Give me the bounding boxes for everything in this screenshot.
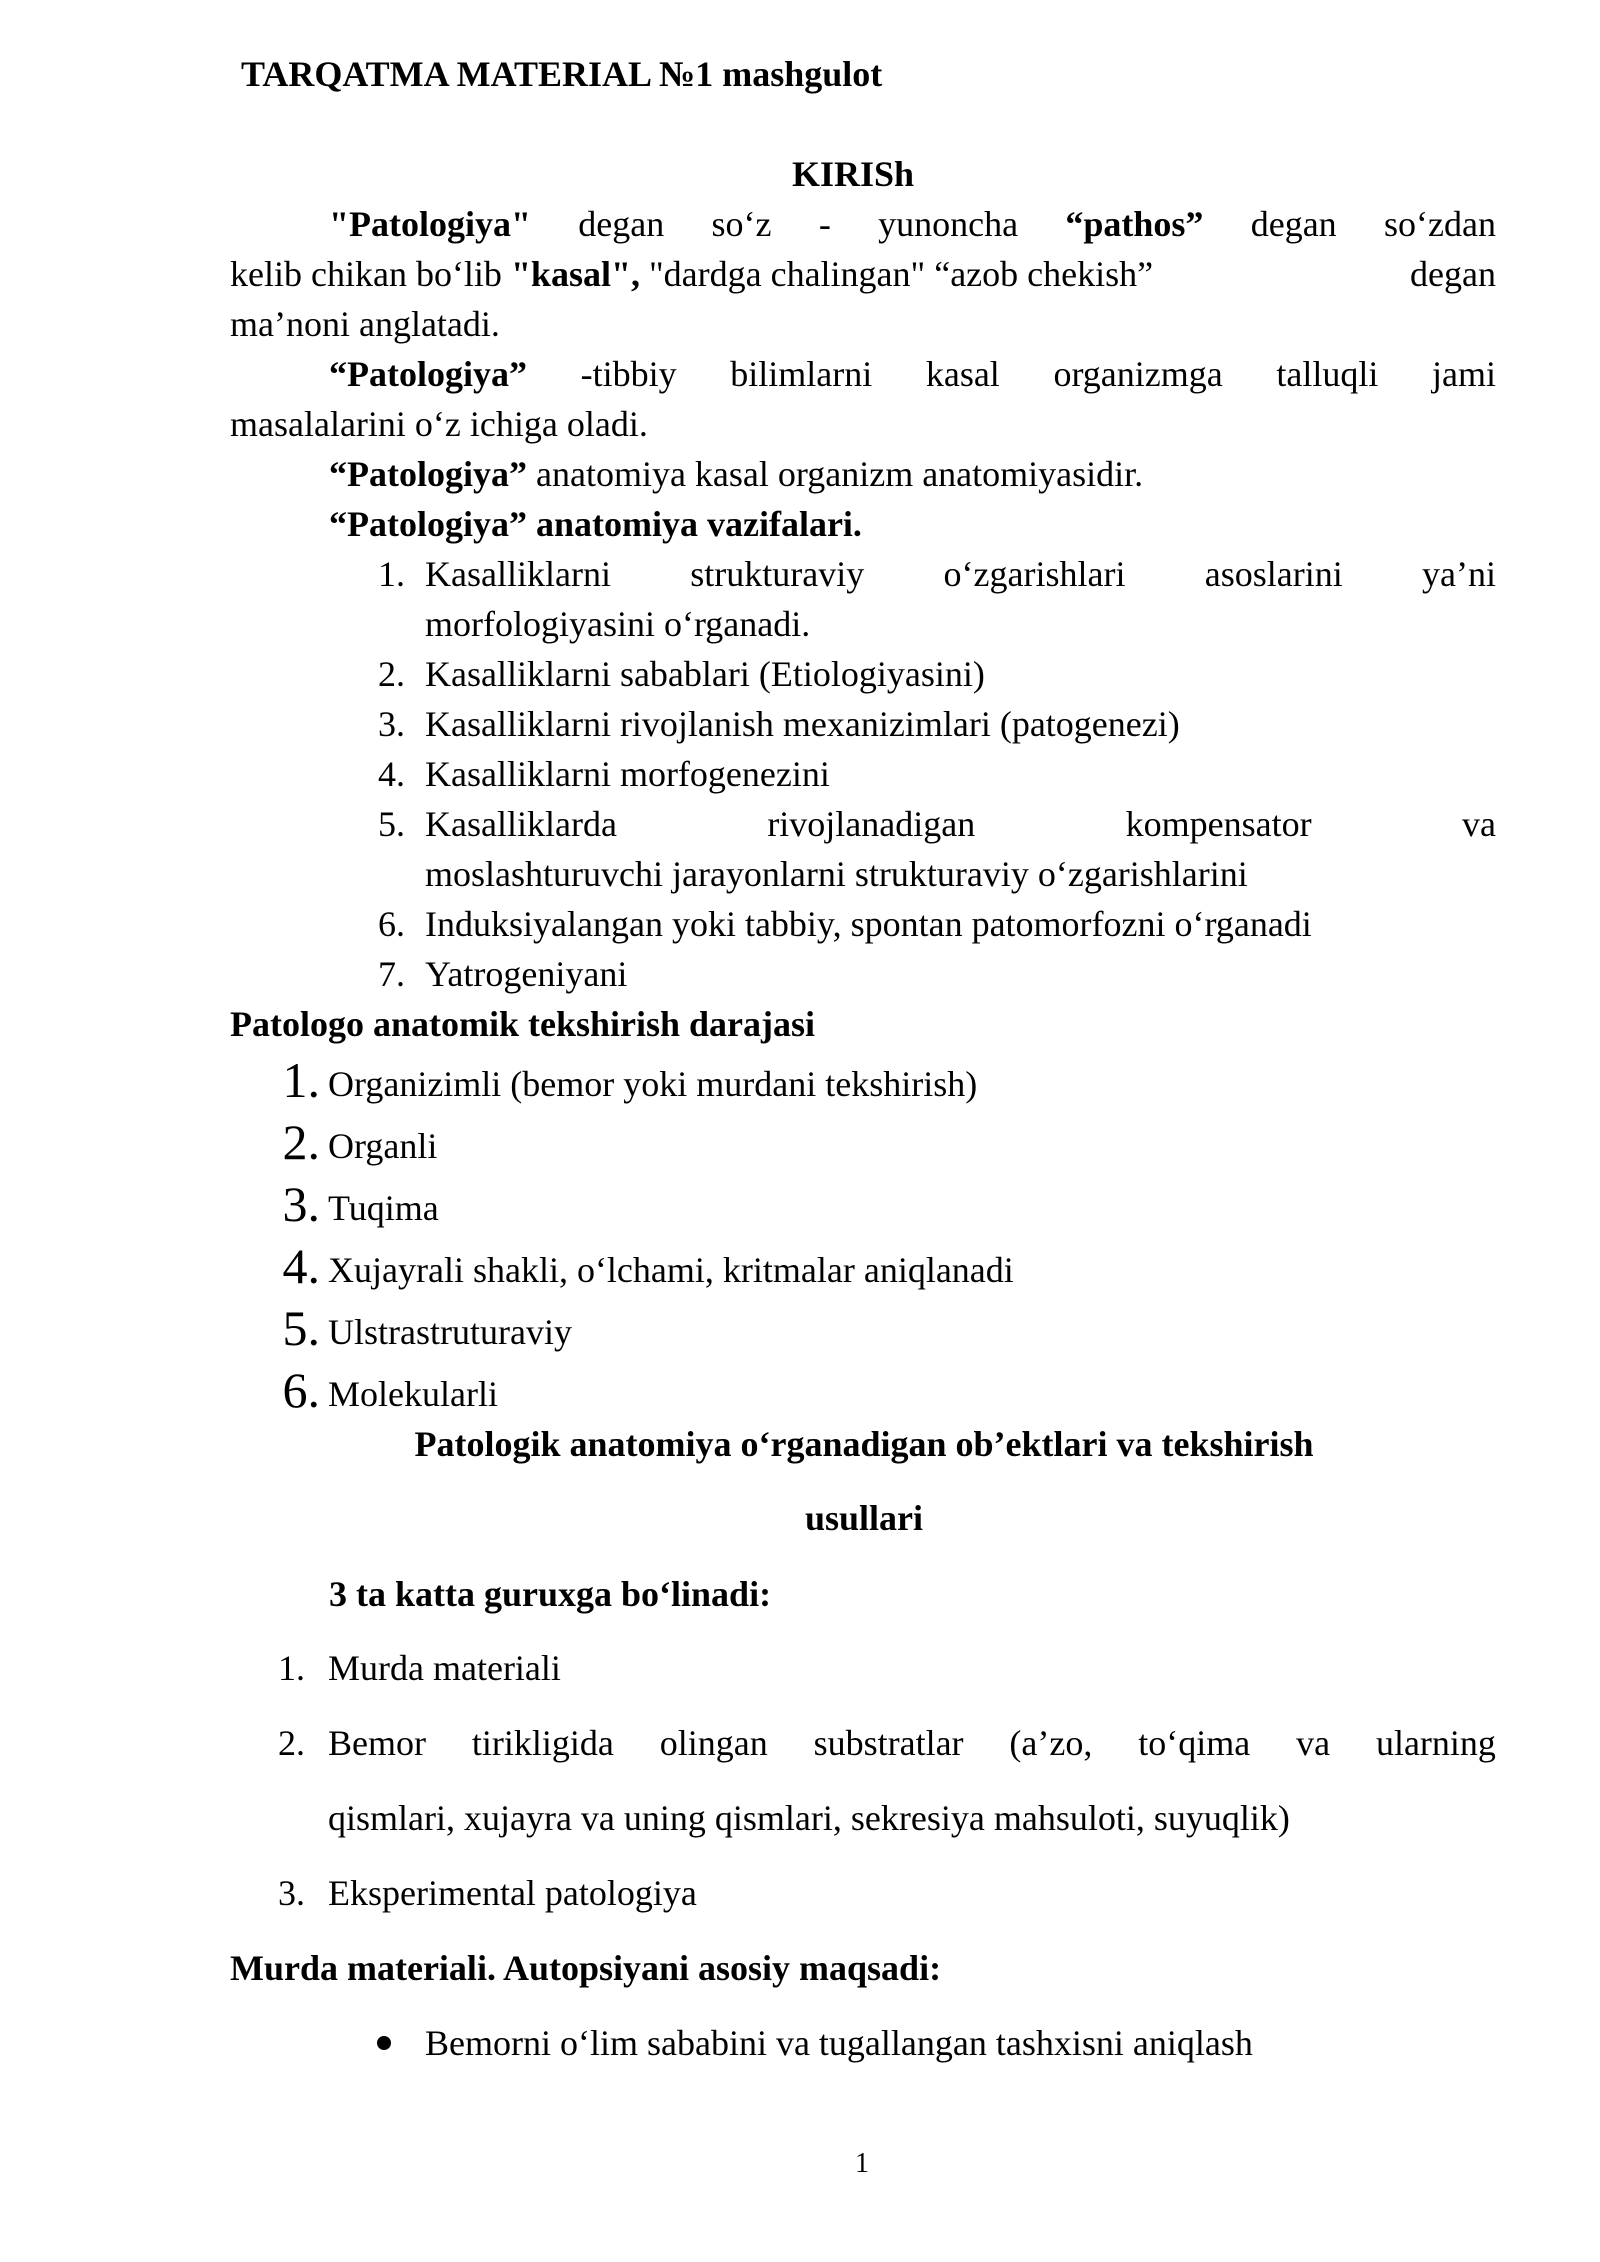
list-number: 2. [378,654,405,694]
intro-p1-line3: ma’noni anglatadi. [230,304,500,344]
text-run [230,252,1153,296]
tasks-heading: “Patologiya” anatomiya vazifalari. [329,504,862,544]
term: “pathos” [1065,204,1204,244]
list-number: 3. [278,1873,305,1913]
term: "kasal", [510,254,640,294]
list-number: 2. [278,1723,305,1763]
list-number: 3. [282,1176,320,1232]
word: -tibbiy [580,354,677,394]
word: so‘zdan [1383,204,1496,244]
object-item: Murda materiali [328,1648,561,1688]
list-number: 5. [378,804,405,844]
word: degan [1250,204,1337,244]
word: olingan [659,1723,768,1763]
list-number: 3. [378,704,405,744]
task-5-line1 [425,802,1496,846]
term: “Patologiya” [329,354,527,394]
section-heading: KIRISh [792,154,915,194]
intro-p1-line2 [230,252,1496,296]
autopsy-bullet: Bemorni o‘lim sababini va tugallangan tashxisni aniqlash [425,2023,1253,2063]
word: so‘z [711,204,772,244]
word: ularning [1375,1723,1496,1763]
object-item-2-line1 [328,1721,1496,1765]
word: yunoncha [878,204,1019,244]
page-number: 1 [855,2148,869,2179]
word: Bemor [328,1723,426,1763]
list-number: 1. [278,1648,305,1688]
word: - [818,204,831,244]
objects-subheading: 3 ta katta guruxga bo‘linadi: [329,1574,772,1614]
word: kompensator [1125,804,1312,844]
word: tirikligida [471,1723,614,1763]
word: degan [1410,254,1496,294]
word: degan [578,204,665,244]
word: Kasalliklarni [425,554,611,594]
list-number: 4. [282,1238,320,1294]
word: organizmga [1053,354,1223,394]
intro-p2-line2: masalalarini o‘z ichiga oladi. [230,404,648,444]
objects-heading-cont: usullari [804,1498,924,1538]
bullet-icon [377,2036,391,2050]
intro-p3 [329,452,1143,496]
autopsy-heading: Murda materiali. Autopsiyani asosiy maqsadi: [230,1948,942,1988]
word: talluqli [1276,354,1379,394]
list-number: 5. [282,1300,320,1356]
object-item: Eksperimental patologiya [328,1873,697,1913]
list-number: 6. [378,904,405,944]
task-1-line1 [425,552,1496,596]
level-item: Molekularli [328,1374,498,1414]
word: kasal [925,354,1000,394]
list-number: 4. [378,754,405,794]
intro-p2-line1 [329,352,1496,396]
list-number: 2. [282,1114,320,1170]
text: anatomiya kasal organizm anatomiyasidir. [526,454,1144,494]
intro-p1-line1 [329,202,1496,246]
list-number: 7. [378,954,405,994]
word: (a’zo, [1009,1723,1093,1763]
word: Kasalliklarda [425,804,617,844]
word: ya’ni [1422,554,1496,594]
word: o‘zgarishlari [943,554,1126,594]
term: "Patologiya" [329,204,531,244]
objects-heading: Patologik anatomiya o‘rganadigan ob’ektlari va tekshirish [414,1424,1314,1464]
term: “Patologiya” [329,454,527,494]
task-5-line2: moslashturuvchi jarayonlarni strukturaviy o‘zgarishlarini [425,854,1248,894]
word: substratlar [813,1723,964,1763]
task-2: Kasalliklarni sabablari (Etiologiyasini) [425,654,985,694]
levels-heading: Patologo anatomik tekshirish darajasi [230,1004,816,1044]
word: asoslarini [1204,554,1343,594]
list-number: 1. [282,1052,320,1108]
level-item: Xujayrali shakli, o‘lchami, kritmalar aniqlanadi [328,1250,1014,1290]
task-4: Kasalliklarni morfogenezini [425,754,830,794]
task-6: Induksiyalangan yoki tabbiy, spontan patomorfozni o‘rganadi [425,904,1312,944]
object-item-2-line2: qismlari, xujayra va uning qismlari, sekresiya mahsuloti, suyuqlik) [328,1798,1290,1838]
word: jami [1431,354,1496,394]
level-item: Organli [328,1126,438,1166]
task-7: Yatrogeniyani [425,954,628,994]
level-item: Organizimli (bemor yoki murdani tekshirish) [328,1064,978,1104]
list-number: 6. [282,1362,320,1418]
word: strukturaviy [690,554,865,594]
level-item: Ulstrastruturaviy [328,1312,572,1352]
word: va [1296,1723,1331,1763]
word: va [1462,804,1496,844]
level-item: Tuqima [328,1188,439,1228]
text: kelib chikan bo‘lib [230,254,502,294]
task-3: Kasalliklarni rivojlanish mexanizimlari (patogenezi) [425,704,1180,744]
task-1-line2: morfologiyasini o‘rganadi. [425,604,811,644]
word: to‘qima [1138,1723,1251,1763]
text: "dardga chalingan" “azob chekish” [648,254,1154,294]
word: rivojlanadigan [767,804,976,844]
word: bilimlarni [730,354,873,394]
list-number: 1. [378,554,405,594]
document-title: TARQATMA MATERIAL №1 mashgulot [241,54,883,94]
